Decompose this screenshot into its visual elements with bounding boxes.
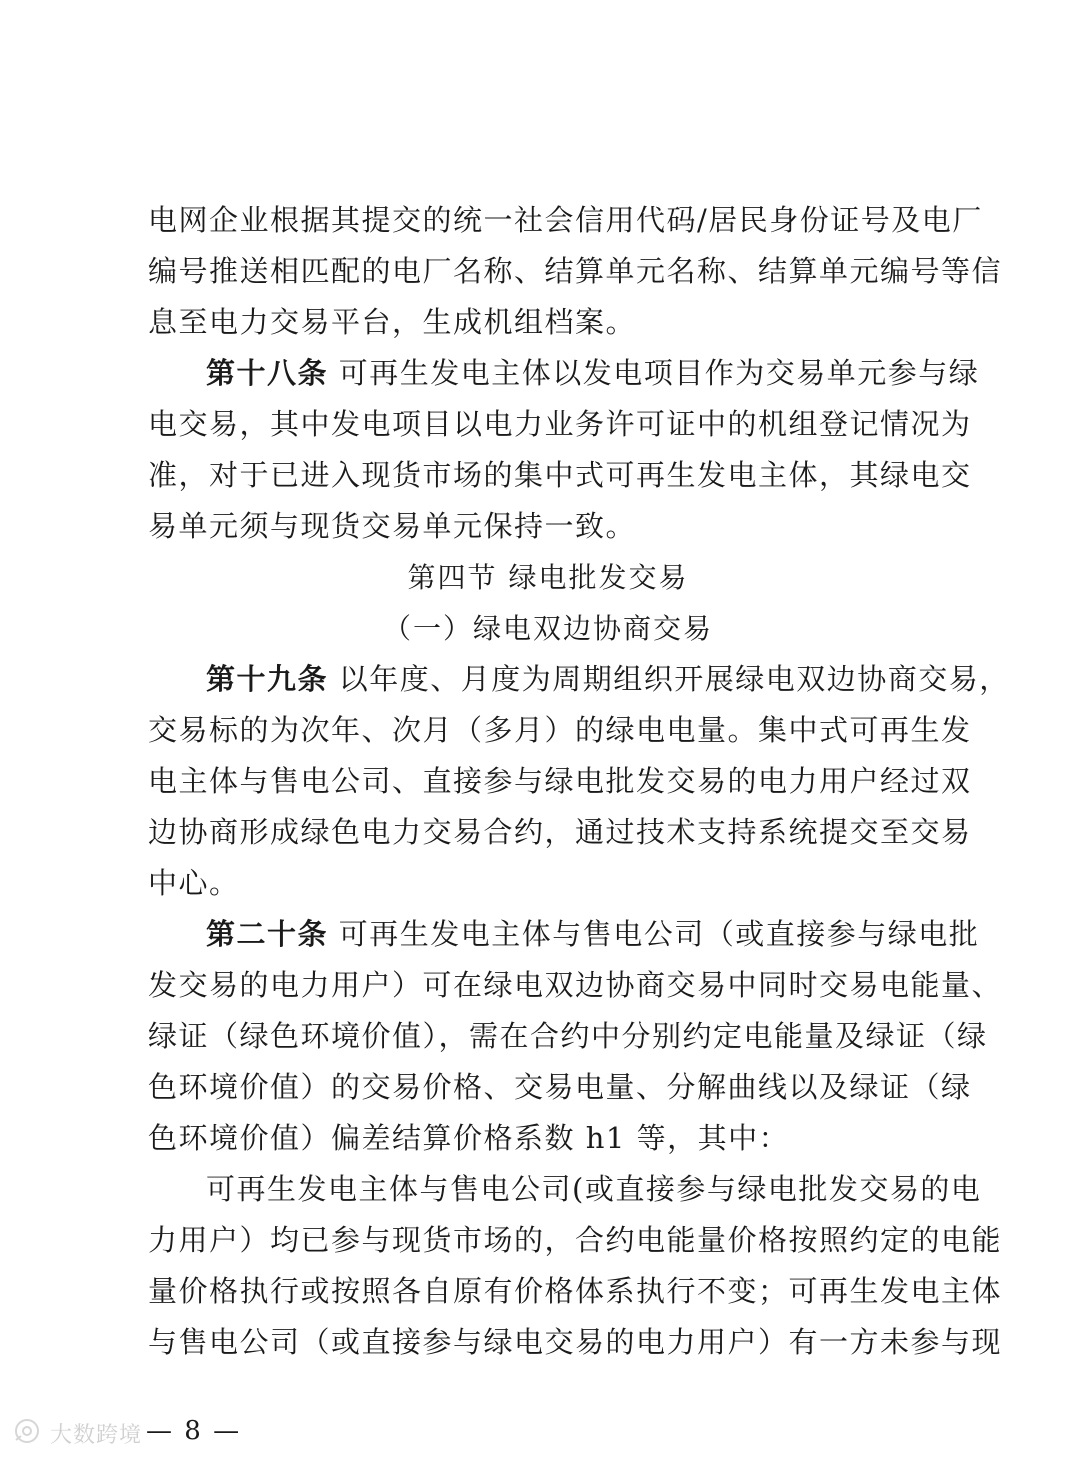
text-line: 准，对于已进入现货市场的集中式可再生发电主体，其绿电交: [148, 458, 972, 492]
watermark-logo-icon: [12, 1416, 42, 1446]
page-number: — 8 —: [146, 1416, 242, 1446]
text-line: 中心。: [148, 866, 240, 900]
text-line: 力用户）均已参与现货市场的，合约电能量价格按照约定的电能: [148, 1223, 1003, 1257]
text-line: 交易标的为次年、次月（多月）的绿电电量。集中式可再生发: [148, 713, 972, 747]
text-line: 边协商形成绿色电力交易合约，通过技术支持系统提交至交易: [148, 815, 972, 849]
text-line: 电主体与售电公司、直接参与绿电批发交易的电力用户经过双: [148, 764, 972, 798]
article-20-text: 可再生发电主体与售电公司（或直接参与绿电批: [328, 917, 980, 951]
article-19-text: 以年度、月度为周期组织开展绿电双边协商交易，: [328, 662, 1010, 696]
article-20-label: 第二十条: [206, 917, 329, 951]
page-footer: [0, 1412, 260, 1452]
text-line: 电交易，其中发电项目以电力业务许可证中的机组登记情况为: [148, 407, 972, 441]
text-line: 绿证（绿色环境价值），需在合约中分别约定电能量及绿证（绿: [148, 1019, 988, 1053]
article-18-text: 可再生发电主体以发电项目作为交易单元参与绿: [328, 356, 980, 390]
watermark-text: 大数跨境: [50, 1423, 143, 1448]
article-19-first-line: [148, 654, 1010, 705]
article-19-label: 第十九条: [206, 662, 329, 696]
text-line: 发交易的电力用户）可在绿电双边协商交易中同时交易电能量、: [148, 968, 1003, 1002]
text-line: 电网企业根据其提交的统一社会信用代码/居民身份证号及电厂: [148, 203, 983, 237]
document-page: [148, 195, 1010, 1368]
text-line: 易单元须与现货交易单元保持一致。: [148, 509, 637, 543]
text-line: 息至电力交易平台，生成机组档案。: [148, 305, 637, 339]
article-18-first-line: [148, 348, 980, 399]
text-line: 色环境价值）的交易价格、交易电量、分解曲线以及绿证（绿: [148, 1070, 972, 1104]
subsection-title: （一）绿电双边协商交易: [382, 612, 713, 645]
text-line: 与售电公司（或直接参与绿电交易的电力用户）有一方未参与现: [148, 1325, 1003, 1359]
article-18-label: 第十八条: [206, 356, 329, 390]
text-line: 量价格执行或按照各自原有价格体系执行不变；可再生发电主体: [148, 1274, 1003, 1308]
text-line: 色环境价值）偏差结算价格系数 h1 等，其中：: [148, 1121, 790, 1155]
article-20-first-line: [148, 909, 980, 960]
text-line: 可再生发电主体与售电公司(或直接参与绿电批发交易的电: [206, 1172, 982, 1206]
section-title: 第四节 绿电批发交易: [407, 561, 689, 594]
text-line: 编号推送相匹配的电厂名称、结算单元名称、结算单元编号等信: [148, 254, 1003, 288]
